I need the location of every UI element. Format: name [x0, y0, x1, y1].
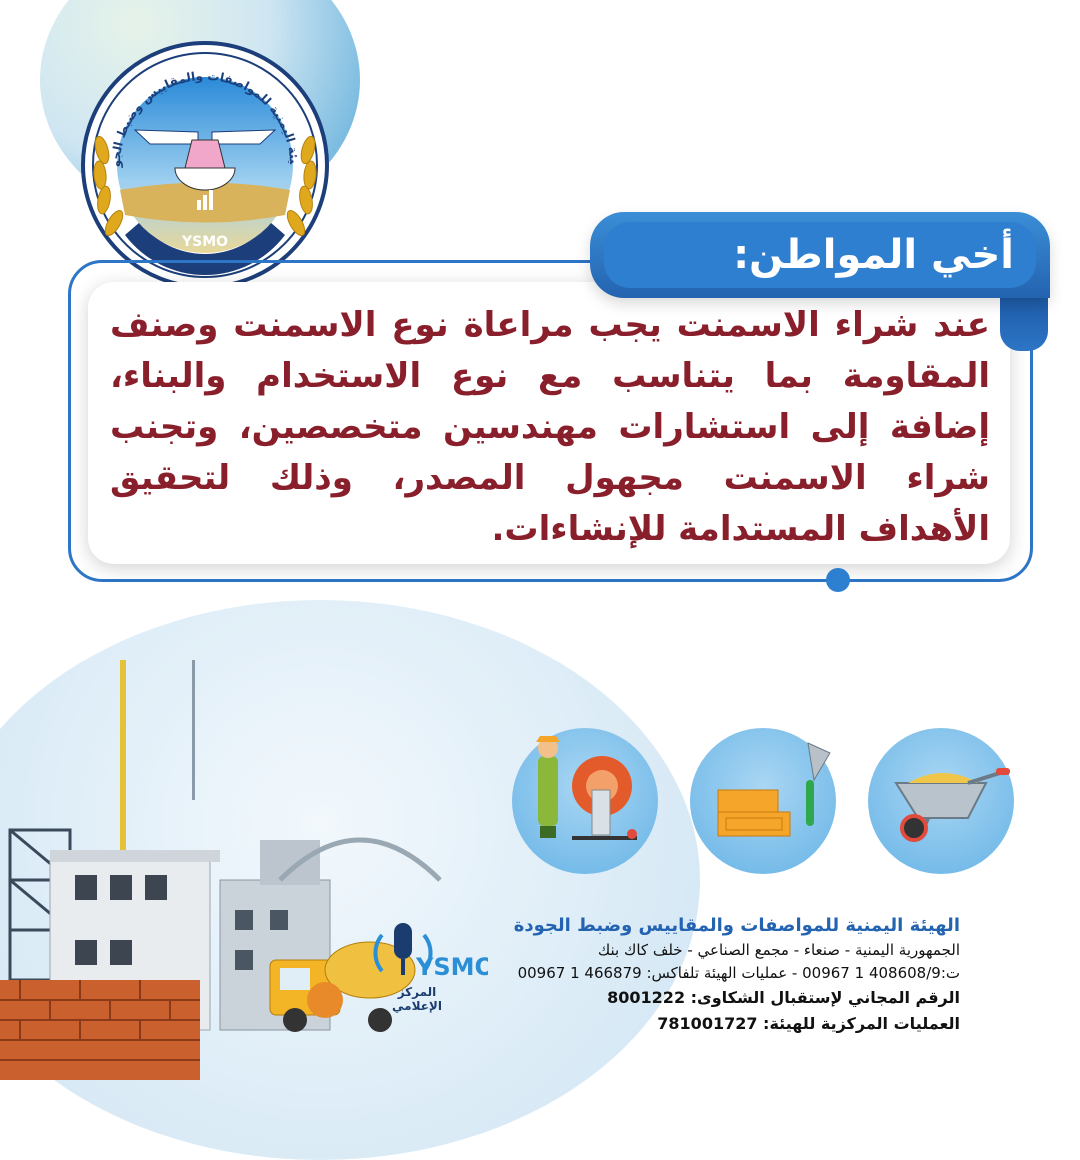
media-center-brand: YSMO [416, 953, 488, 981]
phone-line: ت:408608/9 1 00967 - عمليات الهيئة تلفاكس: 466879 1 00967 [517, 964, 960, 982]
heading-title: أخي المواطن: [733, 232, 1014, 278]
complaints-number: الرقم المجاني لإستقبال الشكاوى: 8001222 [607, 988, 960, 1007]
media-center-label: المركز الإعلامي [392, 985, 442, 1013]
heading-tab-fold [1000, 295, 1048, 351]
bricks-trowel-icon [690, 728, 836, 874]
heading-tab [590, 212, 1050, 298]
operations-number: العمليات المركزية للهيئة: 781001727 [657, 1014, 960, 1033]
logo-abbr: YSMO [181, 234, 229, 250]
contact-info [500, 913, 960, 1037]
organization-name: الهيئة اليمنية للمواصفات والمقاييس وضبط الجودة [513, 915, 960, 936]
logo-arabic-name: يئة اليمنية للمواصفات والمقاييس وضبط الجو [108, 68, 302, 168]
ysmo-logo [80, 40, 330, 290]
awareness-message: عند شراء الاسمنت يجب مراعاة نوع الاسمنت وصنف المقاومة بما يتناسب مع نوع الاستخدام والبناء، إضافة إلى استشارات مهندسين متخصصين، وتجنب شراء الاسمنت مجهول المصدر، وذلك لتحقيق الأهداف المستدامة للإنشاءات. [110, 305, 990, 549]
address-line: الجمهورية اليمنية - صنعاء - مجمع الصناعي - خلف كاك بنك [597, 941, 960, 959]
wheelbarrow-icon [868, 728, 1014, 874]
frame-dot [826, 568, 850, 592]
